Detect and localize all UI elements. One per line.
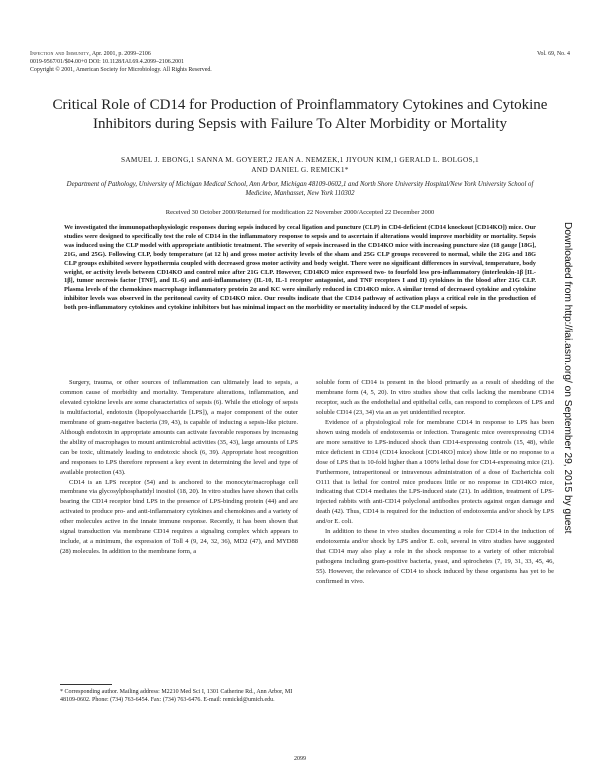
author-list — [40, 155, 560, 175]
body-column-left — [60, 378, 298, 557]
doi-line: 0019-9567/01/$04.00+0 DOI: 10.1128/IAI.69.4.2099–2106.2001 — [30, 59, 184, 65]
article-title: Critical Role of CD14 for Production of Proinflammatory Cytokines and Cytokine Inhibitors during Sepsis with Failure To Alter Morbidity or Mortality — [52, 97, 548, 132]
author-line-1: SAMUEL J. EBONG,1 SANNA M. GOYERT,2 JEAN A. NEMZEK,1 JIYOUN KIM,1 GERALD L. BOLGOS,1 — [121, 155, 479, 164]
paragraph: Surgery, trauma, or other sources of inflammation can ultimately lead to sepsis, a common cause of morbidity and mortality. Temperature alterations, inflammation, and elevated cytokine levels are some characteristics of sepsis (6). While the etiology of sepsis is multifactorial, endotoxin (lipopolysaccharide [LPS]), a major component of the outer membrane of gram-negative bacteria (39, 43), is capable of inducing a sepsis-like picture. Although endotoxin in appropriate amounts can activate favorable responses by increasing the ability of macrophages to mount antimicrobial activities (35, 43), large amounts of LPS can be toxic, ultimately leading to endotoxic shock (6, 39). Appropriate host recognition and responses to LPS therefore represent a key event in determining the level and type of available protection (43). — [60, 379, 298, 476]
affiliation: Department of Pathology, University of Michigan Medical School, Ann Arbor, Michigan 48109-0602,1 and North Shore University Hospital/New York University School of Medicine, Manhasset, New York 110302 — [66, 181, 534, 197]
paragraph: soluble form of CD14 is present in the blood primarily as a result of shedding of the membrane form (4, 5, 20). In vitro studies show that cells lacking the membrane CD14 receptor, such as the endothelial and epithelial cells, can respond to complexes of LPS and soluble CD14 (23, 34) via an as yet unidentified receptor. — [316, 379, 554, 416]
journal-name: Infection and Immunity — [30, 51, 90, 57]
footnote-divider — [60, 684, 112, 685]
body-column-right — [316, 378, 554, 587]
corresponding-author-footnote: * Corresponding author. Mailing address: M2210 Med Sci I, 1301 Catherine Rd., Ann Arbor, MI 48109-0602. Phone: (734) 763-6454. Fax: (734) 763-6476. E-mail: remickd@umich.edu. — [60, 689, 293, 704]
paragraph: Evidence of a physiological role for membrane CD14 in response to LPS has been shown using models of endotoxemia or infection. Transgenic mice overexpressing CD14 are more sensitive to LPS-induced shock than CD14-expressing controls (15, 48), while mice deficient in CD14 (CD14 knockout [CD14KO] mice) show little or no response to a dose of LPS that is 10-fold higher than a 100% lethal dose for CD14-expressing mice (21). Furthermore, intraperitoneal or intravenous administration of a dose of Escherichia coli O111 that is lethal for control mice produces little or no response in CD14KO mice, indicating that CD14 mediates the LPS-induced state (21). In addition, treatment of LPS-injected rabbits with anti-CD14 polyclonal antibodies protects against organ damage and death (42). Thus, CD14 is required for the induction of endotoxemia and/or shock by LPS and/or E. coli. — [316, 418, 554, 526]
volume-info: Vol. 69, No. 4 — [537, 51, 570, 57]
issue-info: , Apr. 2001, p. 2099–2106 — [89, 51, 151, 57]
author-line-2: AND DANIEL G. REMICK1* — [251, 165, 349, 174]
page-number: 2099 — [294, 756, 306, 762]
paragraph: CD14 is an LPS receptor (54) and is anchored to the monocyte/macrophage cell membrane via glycosylphosphatidyl inositol (18, 20). In vitro studies have shown that cells bearing the CD14 receptor bind LPS in the presence of LPS-binding protein (44) and are activated to produce pro- and anti-inflammatory cytokines and chemokines and a variety of other molecules active in the innate immune response. Recently, it has been shown that signal transduction via membrane CD14 requires a signaling complex which appears to include, at a minimum, the expression of Toll 4 (9, 24, 32, 36), MD2 (47), and MYD88 (28) molecules. In addition to the membrane form, a — [60, 478, 298, 556]
abstract: We investigated the immunopathophysiologic responses during sepsis induced by cecal ligation and puncture (CLP) in CD4-deficient (CD14 knockout [CD14KO]) mice. Our studies were designed to specifically test the role of CD14 in the inflammatory response to sepsis and to ascertain if alterations would improve morbidity or mortality. Sepsis was induced using the CLP model with appropriate antibiotic treatment. The severity of sepsis increased in the CD14KO mice with increasing puncture size (18 gauge [18G], 21G, and 25G). Following CLP, body temperature (at 12 h) and gross motor activity levels of the sham and 25G CLP groups recovered to normal, while the 21G and 18G CLP groups exhibited severe hypothermia coupled with decreased gross motor activity and body weight. There were no significant differences in survival, temperature, body weight, or activity levels between CD14KO and control mice after 21G CLP. However, CD14KO mice expressed two- to fourfold less pro-inflammatory (interleukin-1β [IL-1β], tumor necrosis factor [TNF], and IL-6) and anti-inflammatory (IL-10, IL-1 receptor antagonist, and TNF receptors I and II) cytokines in the blood after 21G CLP. Plasma levels of the chemokines macrophage inflammatory protein 2α and KC were similarly reduced in CD14KO mice. A similar trend of decreased cytokine and cytokine inhibitor levels was observed in the peritoneal cavity of CD14KO mice. Our results indicate that the CD14 pathway of activation plays a critical role in the production of both pro-inflammatory cytokines and cytokine inhibitors but has minimal impact on the morbidity or mortality induced by the CLP model of sepsis. — [64, 224, 536, 312]
copyright-line: Copyright © 2001, American Society for Microbiology. All Rights Reserved. — [30, 67, 212, 73]
received-dates: Received 30 October 2000/Returned for modification 22 November 2000/Accepted 22 December 2000 — [165, 209, 435, 216]
journal-citation — [30, 50, 151, 58]
paragraph: In addition to these in vivo studies documenting a role for CD14 in the induction of endotoxemia and/or shock by LPS and/or E. coli, several in vitro studies have suggested that CD14 may also play a role in the shock response to a variety of other microbial pathogens including gram-positive bacteria, yeast, and spirochetes (7, 19, 31, 33, 45, 46, 55). However, the relevance of CD14 to shock induced by these organisms has yet to be confirmed in vivo. — [316, 528, 554, 586]
